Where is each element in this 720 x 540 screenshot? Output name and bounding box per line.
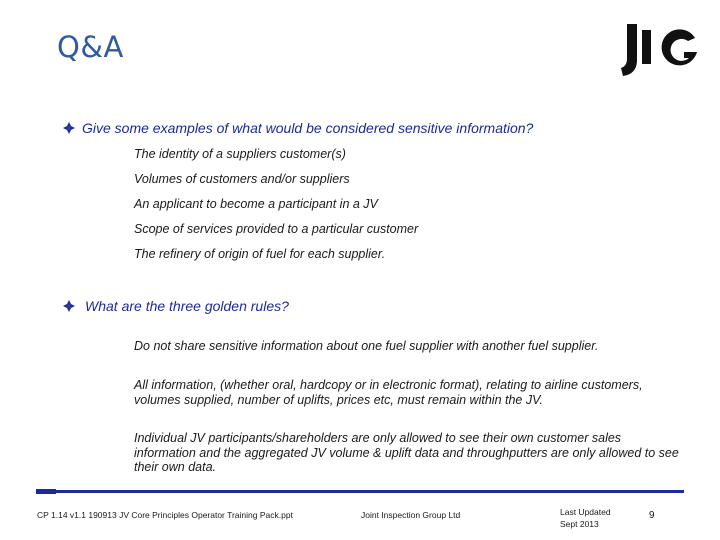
- footer-divider-accent: [36, 489, 56, 494]
- footer-divider: [36, 490, 684, 493]
- golden-rule-item: All information, (whether oral, hardcopy or in electronic format), relating to airline customers, volumes supplied, number of uplifts, prices etc, must remain within the JV.: [134, 378, 643, 407]
- slide-title: Q&A: [57, 30, 124, 64]
- golden-rule-item: Do not share sensitive information about one fuel supplier with another fuel supplier.: [134, 339, 599, 353]
- answer-1-item: Scope of services provided to a particular customer: [134, 222, 419, 236]
- question-1-text: Give some examples of what would be considered sensitive information?: [82, 120, 534, 136]
- question-2: [62, 298, 289, 314]
- footer-filename: CP 1.14 v1.1 190913 JV Core Principles Operator Training Pack.ppt: [37, 510, 293, 520]
- answer-1-item: An applicant to become a participant in a JV: [134, 197, 378, 211]
- question-1: [62, 120, 533, 136]
- last-updated-label: Last Updated: [560, 507, 611, 517]
- answer-1-item: The identity of a suppliers customer(s): [134, 147, 346, 161]
- answer-1-item: Volumes of customers and/or suppliers: [134, 172, 350, 186]
- question-2-text: What are the three golden rules?: [85, 298, 289, 314]
- diamond-bullet-icon: [62, 299, 76, 313]
- footer-last-updated: [560, 506, 611, 530]
- answer-1-item: The refinery of origin of fuel for each supplier.: [134, 247, 386, 261]
- golden-rule-item: Individual JV participants/shareholders are only allowed to see their own customer sales information and the aggregated JV volume & uplift data and throughputters are only allowed to see their own data.: [134, 431, 679, 474]
- footer-organisation: Joint Inspection Group Ltd: [361, 510, 461, 520]
- page-number: 9: [649, 510, 655, 521]
- jig-logo: [619, 18, 703, 84]
- last-updated-date: Sept 2013: [560, 519, 599, 529]
- diamond-bullet-icon: [62, 121, 76, 135]
